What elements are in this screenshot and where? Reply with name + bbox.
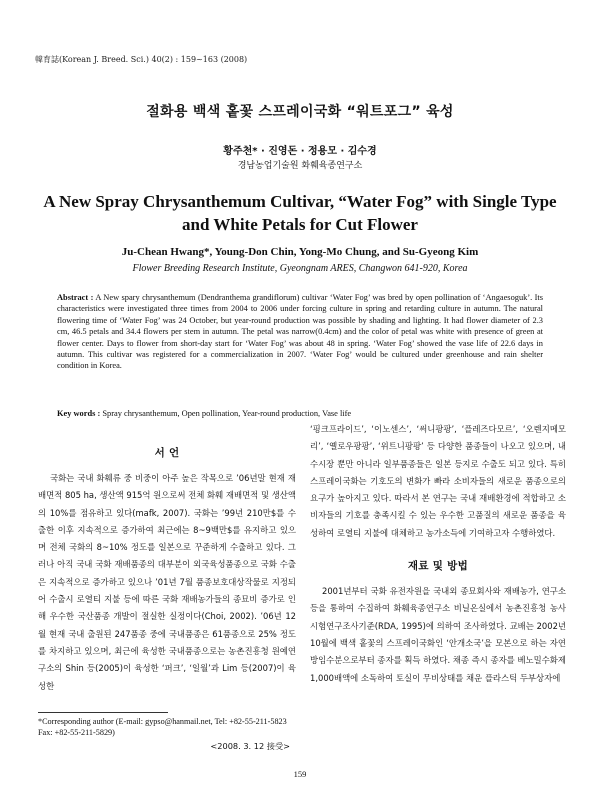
intro-paragraph: 국화는 국내 화훼류 중 비중이 아주 높은 작목으로 ’06년말 현재 재배면적 805 ha, 생산액 915억 원으로써 전체 화훼 재배면적 및 생산액의 10%를 점유하고 있다(mafk, 2007). 국화는 ’99년 210만$를 수출한 이후 지속적으로 증가하여 최근에는 8~9백만$를 유지하고 있으며 전체 국화의 8~10% 정도를 일본으로 꾸준하게 수출하고 있다. 그러나 아직 국내 국화 재배품종의 대부분이 외국육성품종으로 국화 수출은 지속적으로 증가하고 있으나 ’01년 7월 품종보호대상작물로 지정되어 수출시 로열티 지불 등에 따른 국화 재배농가들의 종묘비 증가로 인해 우수한 국산품종 개발이 절실한 실정이다(Choi, 2002). ’06년 12월 현재 국내 출원된 247품종 중에 국내품종은 61품종으로 25% 정도를 차지하고 있으며, 최근에 육성한 국내품종으로는 농촌진흥청 원예연구소의 Shin 등(2005)이 육성한 ‘퍼크’, ‘일월’과 Lim 등(2007)이 육성한 [38,473,296,691]
english-title: A New Spray Chrysanthemum Cultivar, “Water Fog” with Single Type and White Petals for Cut Flower [43,192,557,234]
corresponding-author-footnote: *Corresponding author (E-mail: gypso@hanmail.net, Tel: +82-55-211-5823 Fax: +82-55-211-5829) [38,717,287,737]
english-affiliation: Flower Breeding Research Institute, Gyeongnam ARES, Changwon 641-920, Korea [132,263,468,274]
abstract-label: Abstract : [57,293,94,302]
footnote-divider [38,712,168,713]
right-column [310,421,566,687]
keywords-text: Spray chrysanthemum, Open pollination, Year-round production, Vase life [102,409,352,418]
keywords-label: Key words : [57,409,101,418]
materials-paragraph: 2001년부터 국화 유전자원을 국내외 종묘회사와 재배농가, 연구소 등을 통하여 수집하여 화훼육종연구소 비닐온실에서 농촌진흥청 농사시험연구조사기준(RDA, 1995)에 의하여 조사하였다. 교배는 2002년 10월에 백색 홑꽃의 스프레이국화인 ‘안개소국’을 모본으로 하는 자연 방임수분으로부터 종자를 획득 하였다. 채종 즉시 종자를 베노밀수화제 1,000배액에 소독하여 토실이 무비상태를 채운 플라스틱 두부상자에 [310,586,566,683]
korean-title: 절화용 백색 홑꽃 스프레이국화 “워트포그” 육성 [146,104,454,120]
korean-affiliation: 경남농업기술원 화훼육종연구소 [237,161,363,171]
keywords [57,409,543,418]
abstract [57,292,543,372]
materials-heading: 재료 및 방법 [407,560,469,573]
left-column [38,445,296,695]
intro-heading: 서 언 [154,447,180,459]
korean-authors: 황주천* · 진영돈 · 정용모 · 김수경 [223,146,377,157]
abstract-text: A New spary chrysanthemum (Dendranthema grandiflorum) cultivar ‘Water Fog’ was bred by open pollination of ‘Angaesoguk’. Its characteristics were investigated three times from 2004 to 2006 under forcing culture in spring and retarding culture in autumn. The natural flowering time of ‘Water Fog’ was 24 October, but year-round production was possible by shading and lighting. It had flower diameter of 2.3 cm, 46.5 petals and 34.4 flowers per stem in autumn. The petal was narrow(0.4cm) and the color of petal was white with presence of green at flower center. Days to flower from short-day start for ‘Water Fog’ was about 48 in spring. ‘Water Fog’ showed the vase life of 22.6 days in autumn. This cultivar was registered for a commercialization in 2007. ‘Water Fog’ would be cultured under greenhouse and rain shelter condition in Korea. [57,293,543,371]
intro-paragraph-continued: ‘핑크프라이드’, ‘이노센스’, ‘써니팡팡’, ‘플레즈다모르’, ‘오렌지메모리’, ‘옐로우팡팡’, ‘위트니팡팡’ 등 다양한 품종들이 나오고 있으며, 내수시장 뿐만 아니라 일부품종들은 일본 등지로 수출도 되고 있다. 특히 스프레이국화는 기호도의 변화가 빠라 소비자들의 새로운 품종으로의 요구가 높아지고 있다. 따라서 본 연구는 국내 재배환경에 적합하고 소비자들의 기호를 충족시킬 수 있는 우수한 고품질의 새로운 품종을 육성하여 로열티 지불에 대체하고 농가소득에 기여하고자 수행하였다. [310,424,566,538]
english-authors: Ju-Chean Hwang*, Young-Don Chin, Yong-Mo Chung, and Su-Gyeong Kim [121,246,479,258]
received-date: <2008. 3. 12 接受> [210,741,290,751]
journal-header: 韓育誌(Korean J. Breed. Sci.) 40(2) : 159~163 (2008) [35,55,248,64]
page-number: 159 [293,769,307,779]
